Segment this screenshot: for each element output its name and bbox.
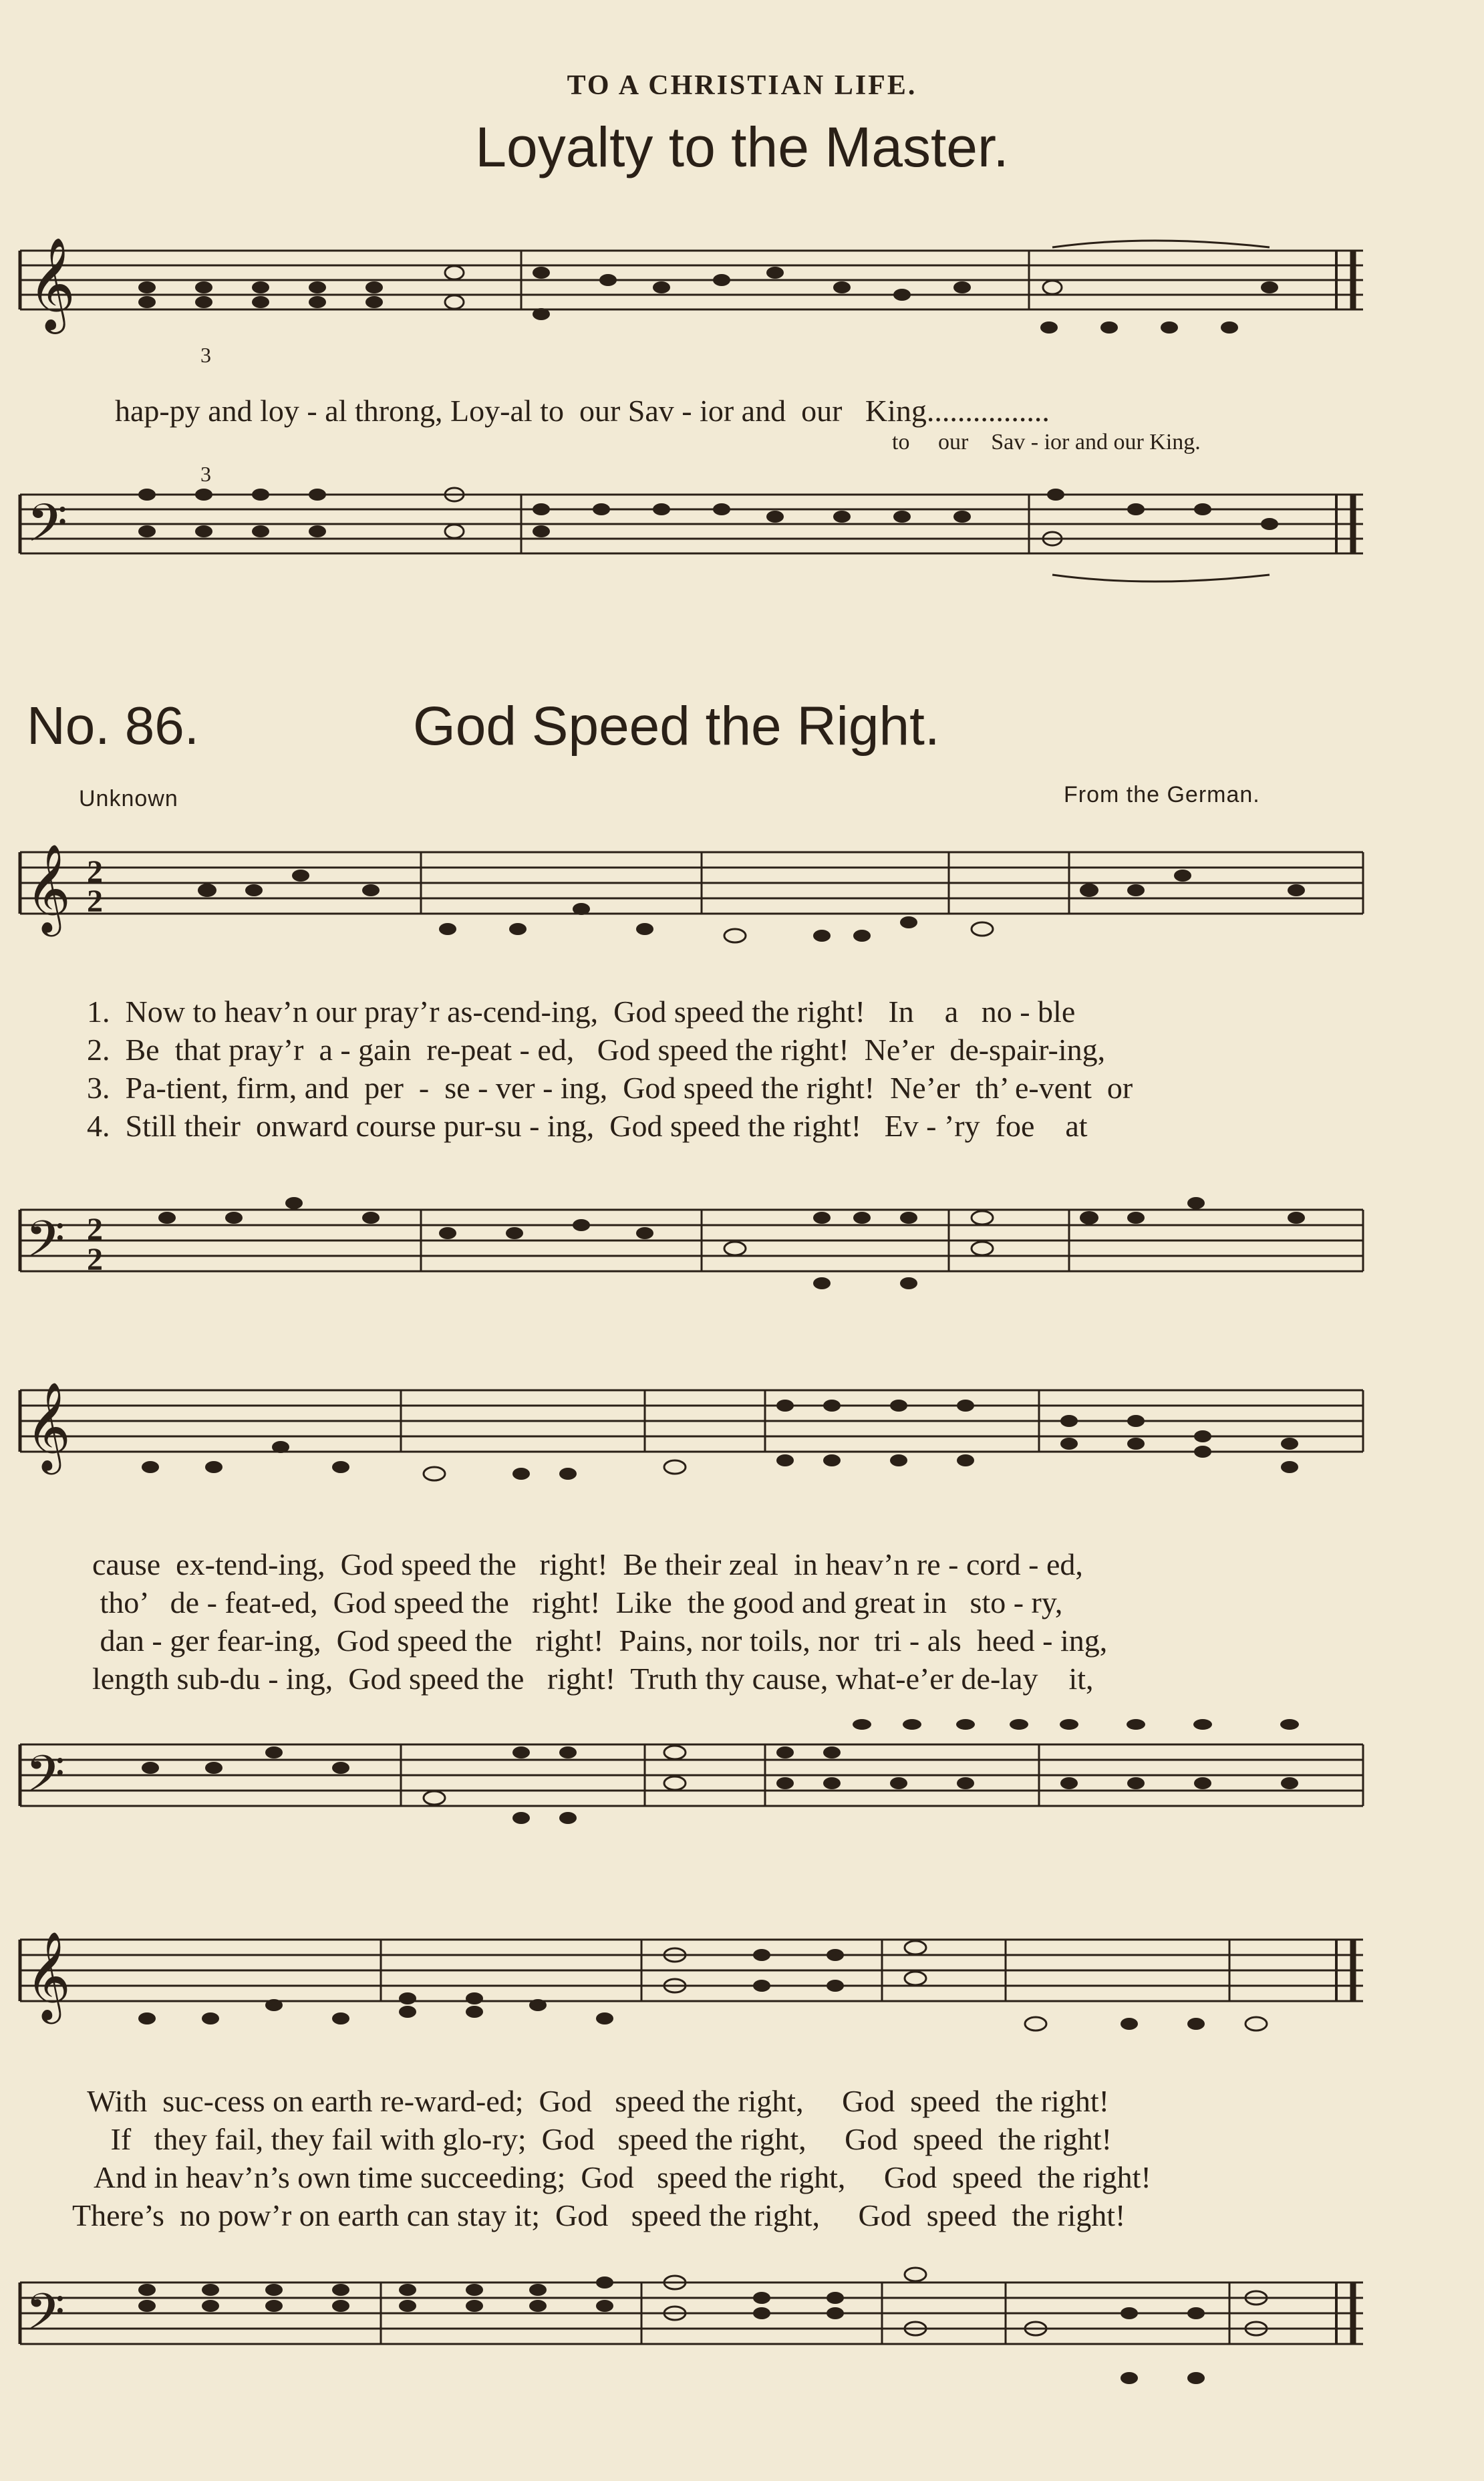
verse-line: 4. Still their onward course pur-su - ing, God speed the right! Ev - ’ry foe at <box>87 1109 1088 1143</box>
verse-line: 2. Be that pray’r a - gain re-peat - ed, God speed the right! Ne’er de-spair-ing, <box>87 1033 1106 1067</box>
svg-text:𝄢: 𝄢 <box>27 493 68 567</box>
svg-text:2: 2 <box>87 1212 103 1247</box>
verse-block-system-3 <box>72 2082 1151 2234</box>
treble-staff-system-2 <box>0 1377 1484 1544</box>
verse-line: cause ex-tend-ing, God speed the right! Be their zeal in heav’n re - cord - ed, <box>92 1547 1083 1581</box>
svg-text:2: 2 <box>87 1242 103 1277</box>
bass-staff-prev <box>0 461 1484 628</box>
svg-text:𝄞: 𝄞 <box>25 843 71 933</box>
verse-line: If they fail, they fail with glo-ry; God speed the right, God speed the right! <box>72 2122 1112 2156</box>
verse-line: 3. Pa-tient, firm, and per - se - ver - ing, God speed the right! Ne’er th’ e-vent or <box>87 1071 1133 1105</box>
bass-staff-system-1 <box>0 1150 1484 1317</box>
hymn-source: From the German. <box>1064 782 1260 807</box>
previous-hymn-title: Loyalty to the Master. <box>475 116 1009 178</box>
verse-block-system-1 <box>87 993 1133 1145</box>
verse-line: There’s no pow’r on earth can stay it; God speed the right, God speed the right! <box>72 2198 1126 2232</box>
verse-line: With suc-cess on earth re-ward-ed; God speed the right, God speed the right! <box>72 2084 1109 2118</box>
svg-text:2: 2 <box>87 884 103 919</box>
verse-line: tho’ de - feat-ed, God speed the right! Like the good and great in sto - ry, <box>92 1585 1063 1619</box>
hymn-author: Unknown <box>79 786 178 811</box>
page-header: TO A CHRISTIAN LIFE. <box>567 70 917 101</box>
previous-hymn-lyric: hap-py and loy - al throng, Loy-al to our Sav - ior and our King................ <box>115 394 1050 428</box>
verse-line: 1. Now to heav’n our pray’r as-cend-ing, God speed the right! In a no - ble <box>87 995 1076 1029</box>
treble-staff-prev <box>0 221 1484 367</box>
hymn-title: God Speed the Right. <box>413 696 940 757</box>
svg-text:3: 3 <box>200 462 211 486</box>
treble-staff-system-3 <box>0 1925 1484 2092</box>
svg-text:𝄢: 𝄢 <box>25 1744 65 1816</box>
treble-staff-system-1 <box>0 835 1484 1003</box>
bass-staff-system-3 <box>0 2232 1484 2433</box>
svg-text:3: 3 <box>200 343 211 367</box>
verse-line: dan - ger fear-ing, God speed the right! Pains, nor toils, nor tri - als heed - ing, <box>92 1623 1108 1658</box>
svg-text:𝄞: 𝄞 <box>25 1382 71 1471</box>
previous-hymn-echo-lyric: to our Sav - ior and our King. <box>892 430 1201 454</box>
svg-text:𝄞: 𝄞 <box>25 1931 71 2020</box>
svg-text:2: 2 <box>87 854 103 890</box>
svg-text:𝄞: 𝄞 <box>28 237 76 330</box>
svg-text:𝄢: 𝄢 <box>25 2282 65 2354</box>
svg-text:𝄢: 𝄢 <box>25 1210 65 1281</box>
verse-line: And in heav’n’s own time succeeding; God speed the right, God speed the right! <box>72 2160 1151 2194</box>
verse-line: length sub-du - ing, God speed the right! Truth thy cause, what-e’er de-lay it, <box>92 1662 1094 1696</box>
hymn-number: No. 86. <box>27 696 199 755</box>
verse-block-system-2 <box>92 1545 1107 1698</box>
bass-staff-system-2 <box>0 1698 1484 1865</box>
